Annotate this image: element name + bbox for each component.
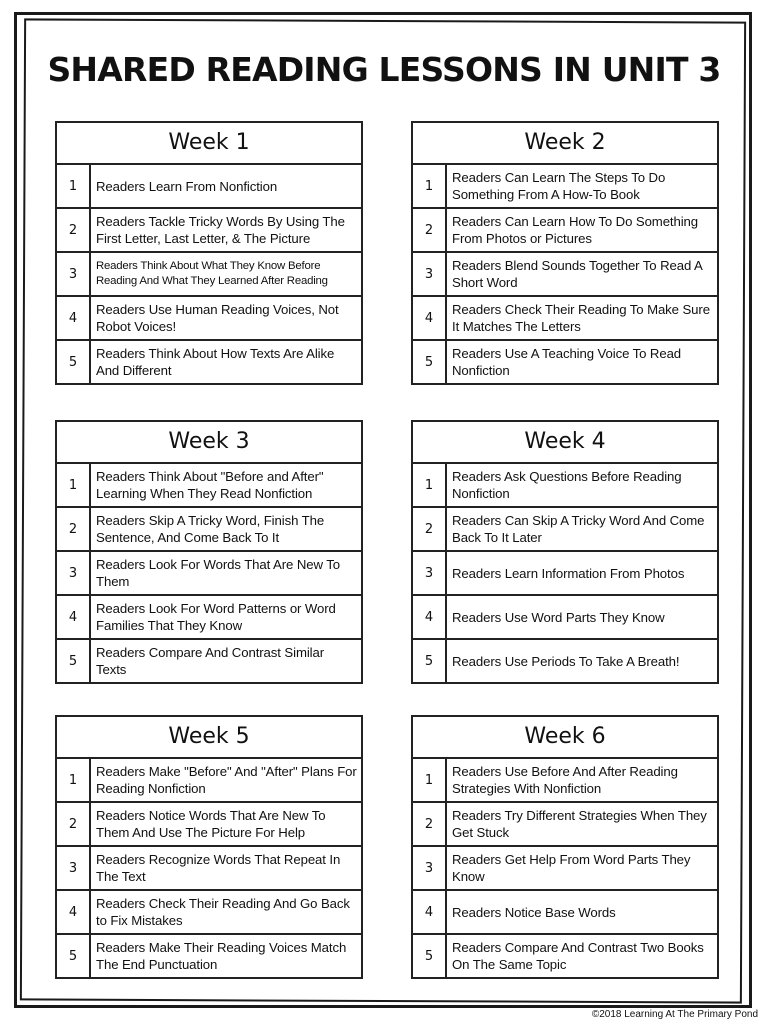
lesson-title: Readers Can Skip A Tricky Word And Come Back To It Later: [452, 513, 705, 545]
lesson-number: 1: [57, 165, 91, 207]
lesson-title: Readers Blend Sounds Together To Read A Short Word: [452, 258, 703, 290]
lesson-row: [413, 209, 717, 253]
lesson-row: [413, 596, 717, 640]
lesson-title: Readers Recognize Words That Repeat In The Text: [96, 852, 341, 884]
lesson-number: 4: [413, 596, 447, 638]
lesson-title: Readers Can Learn The Steps To Do Something From A How-To Book: [452, 170, 666, 202]
week-2-table: [411, 121, 719, 385]
lesson-number: 3: [57, 253, 91, 295]
lesson-number: 4: [413, 891, 447, 933]
lesson-title: Readers Check Their Reading And Go Back to Fix Mistakes: [96, 896, 350, 928]
lesson-row: [57, 464, 361, 508]
page-title: SHARED READING LESSONS IN UNIT 3: [47, 50, 721, 89]
lesson-number: 5: [57, 935, 91, 977]
lesson-row: [57, 640, 361, 682]
lesson-row: [57, 508, 361, 552]
week-header: Week 2: [413, 123, 717, 165]
lesson-number: 4: [57, 297, 91, 339]
lesson-number: 5: [413, 341, 447, 383]
lesson-title: Readers Compare And Contrast Two Books On The Same Topic: [452, 940, 704, 972]
lesson-number: 4: [413, 297, 447, 339]
lesson-row: [57, 297, 361, 341]
lesson-row: [413, 464, 717, 508]
week-1-table: [55, 121, 363, 385]
week-6-table: [411, 715, 719, 979]
lesson-title: Readers Think About What They Know Before Reading And What They Learned After Reading: [96, 259, 328, 287]
lesson-number: 4: [57, 596, 91, 638]
lesson-title: Readers Ask Questions Before Reading Nonfiction: [452, 469, 682, 501]
lesson-title: Readers Use Human Reading Voices, Not Robot Voices!: [96, 302, 339, 334]
lesson-row: [413, 552, 717, 596]
lesson-title: Readers Think About "Before and After" Learning When They Read Nonfiction: [96, 469, 324, 501]
lesson-row: [413, 803, 717, 847]
lesson-row: [57, 209, 361, 253]
lesson-number: 1: [413, 464, 447, 506]
lesson-title: Readers Can Learn How To Do Something From Photos or Pictures: [452, 214, 699, 246]
lesson-number: 2: [57, 803, 91, 845]
lesson-number: 2: [57, 209, 91, 251]
lesson-number: 5: [413, 935, 447, 977]
lesson-title: Readers Skip A Tricky Word, Finish The Sentence, And Come Back To It: [96, 513, 325, 545]
week-header: Week 4: [413, 422, 717, 464]
lesson-row: [57, 552, 361, 596]
lesson-title: Readers Compare And Contrast Similar Texts: [96, 645, 325, 677]
lesson-title: Readers Look For Words That Are New To Them: [96, 557, 340, 589]
week-header: Week 6: [413, 717, 717, 759]
lesson-row: [57, 803, 361, 847]
lesson-number: 5: [57, 341, 91, 383]
lesson-row: [57, 759, 361, 803]
lesson-row: [413, 165, 717, 209]
lesson-row: [413, 640, 717, 682]
lesson-title: Readers Make Their Reading Voices Match The End Punctuation: [96, 940, 347, 972]
lesson-number: 3: [413, 253, 447, 295]
copyright-notice: ©2018 Learning At The Primary Pond: [591, 1009, 758, 1020]
lesson-number: 5: [57, 640, 91, 682]
lesson-number: 2: [57, 508, 91, 550]
lesson-title: Readers Think About How Texts Are Alike And Different: [96, 346, 335, 378]
lesson-row: [413, 253, 717, 297]
lesson-number: 1: [413, 759, 447, 801]
lesson-row: [413, 847, 717, 891]
week-header: Week 1: [57, 123, 361, 165]
lesson-number: 2: [413, 803, 447, 845]
lesson-number: 2: [413, 209, 447, 251]
lesson-row: [413, 341, 717, 383]
week-header: Week 5: [57, 717, 361, 759]
lesson-title: Readers Check Their Reading To Make Sure It Matches The Letters: [452, 302, 710, 334]
lesson-number: 3: [413, 552, 447, 594]
lesson-row: [57, 596, 361, 640]
lesson-title: Readers Notice Words That Are New To Them And Use The Picture For Help: [96, 808, 326, 840]
week-5-table: [55, 715, 363, 979]
lesson-title: Readers Get Help From Word Parts They Know: [452, 852, 691, 884]
lesson-row: [57, 341, 361, 383]
lesson-row: [413, 935, 717, 977]
week-header: Week 3: [57, 422, 361, 464]
lesson-title: Readers Try Different Strategies When They Get Stuck: [452, 808, 707, 840]
lesson-row: [413, 297, 717, 341]
lesson-number: 5: [413, 640, 447, 682]
lesson-number: 1: [57, 464, 91, 506]
lesson-row: [413, 891, 717, 935]
lesson-row: [413, 508, 717, 552]
lesson-title: Readers Learn Information From Photos: [452, 565, 685, 581]
lesson-number: 3: [57, 552, 91, 594]
lesson-number: 4: [57, 891, 91, 933]
week-3-table: [55, 420, 363, 684]
lesson-row: [57, 935, 361, 977]
lesson-title: Readers Use A Teaching Voice To Read Nonfiction: [452, 346, 682, 378]
lesson-title: Readers Tackle Tricky Words By Using The First Letter, Last Letter, & The Picture: [96, 214, 345, 246]
lesson-title: Readers Use Periods To Take A Breath!: [452, 653, 680, 669]
lesson-title: Readers Notice Base Words: [452, 904, 616, 920]
lesson-number: 3: [413, 847, 447, 889]
lesson-number: 3: [57, 847, 91, 889]
lesson-number: 2: [413, 508, 447, 550]
week-4-table: [411, 420, 719, 684]
lesson-title: Readers Learn From Nonfiction: [96, 178, 278, 194]
lesson-number: 1: [413, 165, 447, 207]
lesson-title: Readers Use Before And After Reading Strategies With Nonfiction: [452, 764, 678, 796]
lesson-row: [57, 165, 361, 209]
lesson-title: Readers Look For Word Patterns or Word Families That They Know: [96, 601, 336, 633]
lesson-row: [57, 847, 361, 891]
lesson-number: 1: [57, 759, 91, 801]
lesson-row: [57, 891, 361, 935]
lesson-row: [413, 759, 717, 803]
lesson-title: Readers Make "Before" And "After" Plans For Reading Nonfiction: [96, 764, 357, 796]
lesson-row: [57, 253, 361, 297]
lesson-title: Readers Use Word Parts They Know: [452, 609, 665, 625]
